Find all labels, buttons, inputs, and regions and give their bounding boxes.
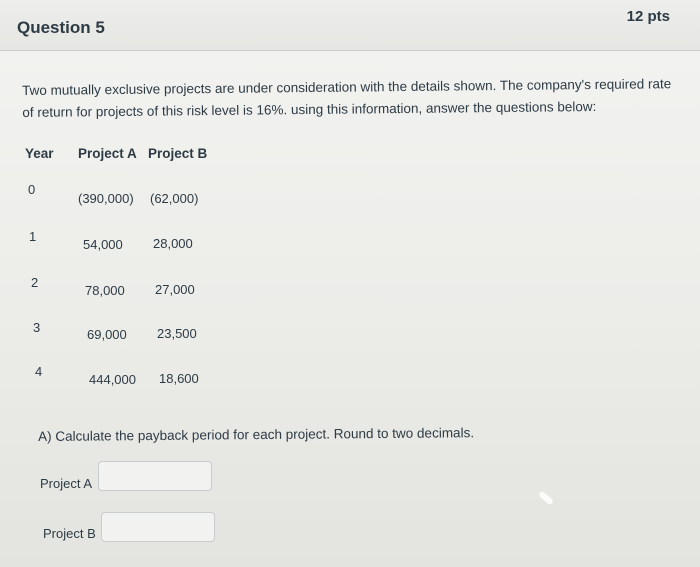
project-a-cell: 444,000 bbox=[89, 372, 136, 387]
year-cell: 1 bbox=[29, 229, 37, 244]
year-cell: 3 bbox=[33, 320, 41, 335]
project-a-cell: (390,000) bbox=[78, 191, 134, 206]
question-points: 12 pts bbox=[626, 8, 670, 25]
project-b-cell: 28,000 bbox=[153, 236, 193, 251]
project-b-cell: 18,600 bbox=[159, 371, 199, 386]
project-a-cell: 78,000 bbox=[85, 283, 125, 298]
screen-glare bbox=[538, 491, 554, 506]
header-project-a: Project A bbox=[78, 146, 137, 161]
project-a-answer-input[interactable] bbox=[98, 461, 212, 491]
header-project-b: Project B bbox=[148, 146, 208, 161]
project-b-cell: 23,500 bbox=[157, 326, 197, 341]
header-year: Year bbox=[25, 146, 54, 161]
project-a-cell: 54,000 bbox=[83, 237, 123, 252]
question-title: Question 5 bbox=[17, 18, 105, 37]
project-b-answer-input[interactable] bbox=[101, 512, 215, 542]
part-a-instruction: A) Calculate the payback period for each project. Round to two decimals. bbox=[38, 425, 475, 444]
year-cell: 0 bbox=[28, 182, 36, 197]
year-cell: 2 bbox=[31, 275, 39, 290]
question-header bbox=[0, 0, 700, 51]
project-a-cell: 69,000 bbox=[87, 327, 127, 342]
question-prompt: Two mutually exclusive projects are under consideration with the details shown. The company's required rate of return for projects of this risk level is 16%. using this information, answer the questions below: bbox=[22, 76, 672, 120]
project-b-cell: (62,000) bbox=[150, 191, 199, 206]
project-b-cell: 27,000 bbox=[155, 282, 195, 297]
year-cell: 4 bbox=[35, 364, 43, 379]
project-b-answer-label: Project B bbox=[43, 526, 96, 541]
project-a-answer-label: Project A bbox=[40, 476, 93, 491]
